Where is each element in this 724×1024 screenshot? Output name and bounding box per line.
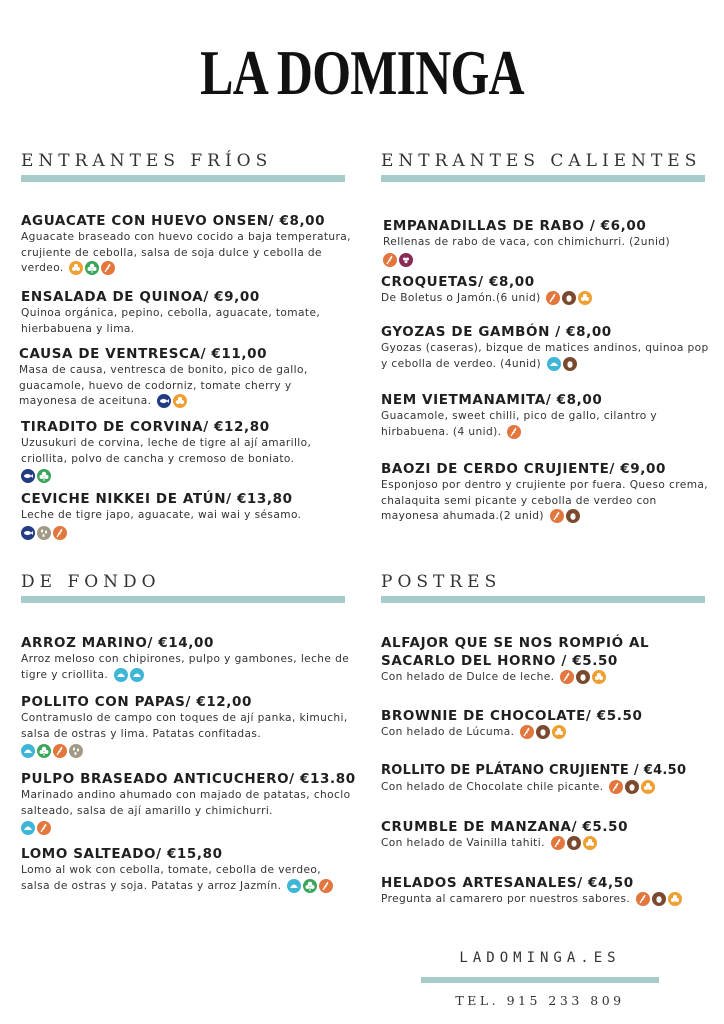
item-name: PULPO BRASEADO ANTICUCHERO/ €13.80 bbox=[21, 771, 356, 787]
egg-icon bbox=[652, 892, 666, 906]
item-description: Masa de causa, ventresca de bonito, pico de gallo, guacamole, huevo de codorniz, tomate cherry y mayonesa de aceituna. bbox=[19, 364, 308, 407]
item-name: LOMO SALTEADO/ €15,80 bbox=[21, 846, 223, 862]
sesame-icon bbox=[69, 744, 83, 758]
item-description: Pregunta al camarero por nuestros sabores. bbox=[381, 893, 631, 905]
egg-icon bbox=[566, 509, 580, 523]
sesame-icon bbox=[37, 526, 51, 540]
menu-item-nem bbox=[381, 391, 711, 440]
item-name: TIRADITO DE CORVINA/ €12,80 bbox=[21, 419, 270, 435]
nuts-icon bbox=[173, 394, 187, 408]
item-description: Esponjoso por dentro y crujiente por fuera. Queso crema, chalaquita semi picante y cebolla de verdeo con mayonesa ahumada.(2 unid) bbox=[381, 479, 709, 522]
item-name: CRUMBLE DE MANZANA/ €5.50 bbox=[381, 819, 629, 835]
wheat-gluten-icon bbox=[53, 526, 67, 540]
menu-item-causa-ventresca bbox=[19, 345, 349, 410]
menu-item-alfajor bbox=[381, 634, 711, 686]
nuts-icon bbox=[668, 892, 682, 906]
egg-icon bbox=[576, 670, 590, 684]
item-description: Con helado de Vainilla tahiti. bbox=[381, 837, 545, 849]
section-title-postres: POSTRES bbox=[381, 572, 502, 592]
wheat-gluten-icon bbox=[53, 744, 67, 758]
section-divider bbox=[21, 175, 345, 182]
fish-icon bbox=[157, 394, 171, 408]
shellfish-icon bbox=[287, 879, 301, 893]
nuts-icon bbox=[69, 261, 83, 275]
wheat-gluten-icon bbox=[550, 509, 564, 523]
menu-item-lomo-salteado bbox=[21, 845, 351, 894]
celery-icon bbox=[303, 879, 317, 893]
item-name: CAUSA DE VENTRESCA/ €11,00 bbox=[19, 346, 268, 362]
menu-item-baozi bbox=[381, 460, 711, 525]
section-divider bbox=[381, 596, 705, 603]
item-description: Marinado andino ahumado con majado de patatas, choclo salteado, salsa de ají amarillo y chimichurri. bbox=[21, 789, 351, 817]
restaurant-logo-title: LA DOMINGA bbox=[200, 37, 524, 108]
wheat-gluten-icon bbox=[560, 670, 574, 684]
egg-icon bbox=[536, 725, 550, 739]
wheat-gluten-icon bbox=[551, 836, 565, 850]
section-divider bbox=[381, 175, 705, 182]
item-description: Uzusukuri de corvina, leche de tigre al ají amarillo, criollita, polvo de cancha y cremoso de boniato. bbox=[21, 437, 312, 465]
footer-divider bbox=[421, 977, 659, 983]
item-name: BAOZI DE CERDO CRUJIENTE/ €9,00 bbox=[381, 461, 666, 477]
menu-item-arroz-marino bbox=[21, 634, 351, 683]
fish-icon bbox=[21, 526, 35, 540]
menu-item-croquetas bbox=[381, 273, 711, 307]
menu-item-crumble bbox=[381, 818, 711, 852]
item-name: ENSALADA DE QUINOA/ €9,00 bbox=[21, 289, 260, 305]
shellfish-icon bbox=[547, 357, 561, 371]
wheat-gluten-icon bbox=[101, 261, 115, 275]
item-description: Lomo al wok con cebolla, tomate, cebolla de verdeo, salsa de ostras y soja. Patatas y arroz Jazmín. bbox=[21, 864, 322, 892]
egg-icon bbox=[563, 357, 577, 371]
menu-item-pulpo-braseado bbox=[21, 770, 356, 835]
item-description: Arroz meloso con chipirones, pulpo y gambones, leche de tigre y criollita. bbox=[21, 653, 350, 681]
wheat-gluten-icon bbox=[636, 892, 650, 906]
item-description: De Boletus o Jamón.(6 unid) bbox=[381, 292, 541, 304]
item-name: EMPANADILLAS DE RABO / €6,00 bbox=[383, 218, 647, 234]
item-description: Con helado de Lúcuma. bbox=[381, 726, 515, 738]
section-title-entrantes-calientes: ENTRANTES CALIENTES bbox=[381, 151, 702, 171]
item-name: BROWNIE DE CHOCOLATE/ €5.50 bbox=[381, 708, 643, 724]
website-link[interactable]: LADOMINGA.ES bbox=[459, 950, 621, 966]
wheat-gluten-icon bbox=[520, 725, 534, 739]
fish-icon bbox=[21, 469, 35, 483]
celery-icon bbox=[85, 261, 99, 275]
item-name: POLLITO CON PAPAS/ €12,00 bbox=[21, 694, 253, 710]
wheat-gluten-icon bbox=[609, 780, 623, 794]
menu-item-brownie bbox=[381, 707, 711, 741]
egg-icon bbox=[567, 836, 581, 850]
item-description: Guacamole, sweet chilli, pico de gallo, cilantro y hirbabuena. (4 unid). bbox=[381, 410, 658, 438]
menu-item-aguacate bbox=[21, 212, 351, 277]
item-name-line-2: SACARLO DEL HORNO / €5.50 bbox=[381, 653, 618, 669]
item-description: Con helado de Chocolate chile picante. bbox=[381, 781, 604, 793]
nuts-icon bbox=[583, 836, 597, 850]
egg-icon bbox=[625, 780, 639, 794]
menu-item-rollito-platano bbox=[381, 762, 721, 796]
section-title-de-fondo: DE FONDO bbox=[21, 572, 161, 592]
section-divider bbox=[21, 596, 345, 603]
shellfish-icon bbox=[21, 821, 35, 835]
shellfish-icon bbox=[21, 744, 35, 758]
menu-item-gyozas bbox=[381, 323, 711, 372]
phone-number[interactable]: TEL. 915 233 809 bbox=[455, 993, 625, 1008]
celery-icon bbox=[37, 469, 51, 483]
nuts-icon bbox=[552, 725, 566, 739]
wheat-gluten-icon bbox=[546, 291, 560, 305]
nuts-icon bbox=[641, 780, 655, 794]
item-name: CROQUETAS/ €8,00 bbox=[381, 274, 535, 290]
shellfish-icon bbox=[114, 668, 128, 682]
item-name: NEM VIETMANAMITA/ €8,00 bbox=[381, 392, 603, 408]
item-name: AGUACATE CON HUEVO ONSEN/ €8,00 bbox=[21, 213, 326, 229]
menu-item-ceviche-nikkei bbox=[21, 490, 351, 540]
celery-icon bbox=[37, 744, 51, 758]
section-title-entrantes-frios: ENTRANTES FRÍOS bbox=[21, 151, 273, 171]
menu-item-helados bbox=[381, 874, 721, 908]
wheat-gluten-icon bbox=[507, 425, 521, 439]
item-description: Quinoa orgánica, pepino, cebolla, aguacate, tomate, hierbabuena y lima. bbox=[21, 307, 321, 335]
wheat-gluten-icon bbox=[383, 253, 397, 267]
item-name: CEVICHE NIKKEI DE ATÚN/ €13,80 bbox=[21, 491, 293, 507]
menu-item-tiradito-corvina bbox=[21, 418, 351, 483]
egg-icon bbox=[562, 291, 576, 305]
item-name: HELADOS ARTESANALES/ €4,50 bbox=[381, 875, 634, 891]
menu-item-pollito-papas bbox=[21, 693, 351, 758]
item-description: Gyozas (caseras), bizque de matices andinos, quinoa pop y cebolla de verdeo. (4unid) bbox=[381, 342, 709, 370]
item-description: Aguacate braseado con huevo cocido a baja temperatura, crujiente de cebolla, salsa de soja dulce y cebolla de verdeo. bbox=[21, 231, 351, 274]
item-name: ALFAJOR QUE SE NOS ROMPIÓ AL bbox=[381, 635, 650, 651]
item-name: ARROZ MARINO/ €14,00 bbox=[21, 635, 215, 651]
nuts-icon bbox=[592, 670, 606, 684]
shellfish-icon bbox=[130, 668, 144, 682]
wheat-gluten-icon bbox=[319, 879, 333, 893]
item-description: Rellenas de rabo de vaca, con chimichurri. (2unid) bbox=[383, 236, 671, 248]
item-name: GYOZAS DE GAMBÓN / €8,00 bbox=[381, 324, 612, 340]
item-name: ROLLITO DE PLÁTANO CRUJIENTE / €4.50 bbox=[381, 763, 687, 778]
wheat-gluten-icon bbox=[37, 821, 51, 835]
item-description: Contramuslo de campo con toques de ají panka, kimuchi, salsa de ostras y lima. Patatas confitadas. bbox=[21, 712, 348, 740]
sulfites-icon bbox=[399, 253, 413, 267]
item-description: Leche de tigre japo, aguacate, wai wai y sésamo. bbox=[21, 509, 302, 521]
item-description: Con helado de Dulce de leche. bbox=[381, 671, 555, 683]
menu-item-empanadillas bbox=[383, 217, 713, 267]
nuts-icon bbox=[578, 291, 592, 305]
menu-item-ensalada-quinoa bbox=[21, 288, 351, 337]
